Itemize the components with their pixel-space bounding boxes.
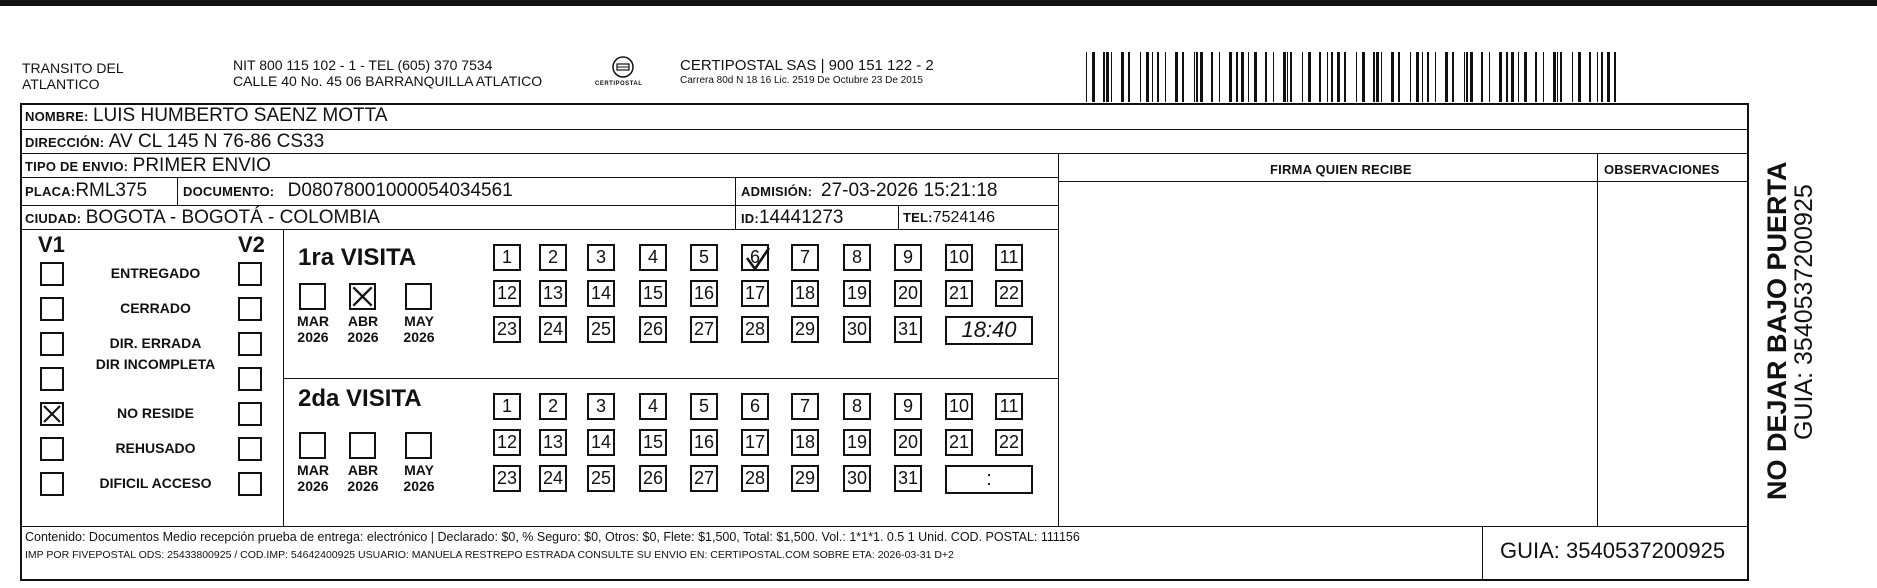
month-label: MAR 2026 [297,462,329,494]
day-box-10[interactable]: 10 [945,393,973,420]
v2-checkbox-1[interactable] [238,297,262,321]
entity-contact: NIT 800 115 102 - 1 - TEL (605) 370 7534 CALLE 40 No. 45 06 BARRANQUILLA ATLATICO [233,57,543,89]
v2-checkbox-2[interactable] [238,332,262,356]
month-checkbox-mar[interactable] [299,432,326,459]
ciudad-value: BOGOTA - BOGOTÁ - COLOMBIA [85,207,380,228]
placa-value: RML375 [75,180,148,201]
rule [1058,181,1749,182]
reason-label: DIR. ERRADA [109,335,202,351]
day-box-10[interactable]: 10 [945,244,973,271]
admision-value: 27-03-2026 15:21:18 [821,180,998,201]
day-box-25[interactable]: 25 [587,465,615,492]
x-mark-icon [42,404,62,424]
day-box-29[interactable]: 29 [791,316,819,343]
direccion-row: DIRECCIÓN: AV CL 145 N 76-86 CS33 [25,131,325,152]
day-box-6[interactable]: 6 [741,244,769,271]
day-box-17[interactable]: 17 [741,429,769,456]
day-box-3[interactable]: 3 [587,244,615,271]
day-box-12[interactable]: 12 [493,280,521,307]
day-box-30[interactable]: 30 [843,316,871,343]
rule [20,526,1749,527]
firma-label: FIRMA QUIEN RECIBE [1270,162,1412,177]
day-box-19[interactable]: 19 [843,429,871,456]
v1-checkbox-5[interactable] [40,437,64,461]
day-box-2[interactable]: 2 [539,393,567,420]
certipostal-logo: CERTIPOSTAL [593,55,653,95]
day-box-4[interactable]: 4 [639,244,667,271]
month-label: MAY 2026 [403,462,435,494]
day-box-3[interactable]: 3 [587,393,615,420]
rule [898,205,899,229]
day-box-31[interactable]: 31 [894,316,922,343]
day-box-18[interactable]: 18 [791,280,819,307]
v1-checkbox-2[interactable] [40,332,64,356]
day-box-16[interactable]: 16 [690,429,718,456]
documento-field: DOCUMENTO: D08078001000054034561 [183,180,513,201]
month-checkbox-abr[interactable] [349,432,376,459]
month-checkbox-abr[interactable] [349,283,376,310]
nombre-value: LUIS HUMBERTO SAENZ MOTTA [92,105,388,126]
day-box-8[interactable]: 8 [843,244,871,271]
day-box-21[interactable]: 21 [945,280,973,307]
tel-field: TEL:7524146 [903,209,995,226]
day-box-13[interactable]: 13 [539,429,567,456]
day-box-11[interactable]: 11 [995,244,1023,271]
side-warning: NO DEJAR BAJO PUERTA [1762,161,1792,500]
rule [283,229,284,526]
month-label: MAY 2026 [403,313,435,345]
rule [20,229,1058,230]
day-box-1[interactable]: 1 [493,393,521,420]
side-guia: GUIA: 3540537200925 [1790,184,1818,440]
v1-checkbox-4[interactable] [40,402,64,426]
id-field: ID:14441273 [741,207,844,228]
documento-value: D08078001000054034561 [287,180,513,201]
day-box-6[interactable]: 6 [741,393,769,420]
entity-name: TRANSITO DEL ATLANTICO [22,60,124,92]
check-mark-icon [743,246,771,273]
id-value: 14441273 [758,207,844,228]
rule [20,177,1058,178]
rule [1597,153,1598,526]
day-box-1[interactable]: 1 [493,244,521,271]
day-box-8[interactable]: 8 [843,393,871,420]
nombre-row: NOMBRE: LUIS HUMBERTO SAENZ MOTTA [25,105,388,126]
x-mark-icon [351,285,374,308]
v1-checkbox-0[interactable] [40,262,64,286]
day-box-22[interactable]: 22 [995,280,1023,307]
month-checkbox-may[interactable] [405,432,432,459]
barcode [1086,52,1618,102]
tipo-envio-row: TIPO DE ENVIO: PRIMER ENVIO [25,155,271,176]
rule [20,205,1058,206]
footer-guia: GUIA: 3540537200925 [1500,538,1726,563]
day-box-30[interactable]: 30 [843,465,871,492]
day-box-15[interactable]: 15 [639,280,667,307]
rule [283,378,1058,379]
month-label: MAR 2026 [297,313,329,345]
day-box-24[interactable]: 24 [539,316,567,343]
rule [20,153,1749,154]
day-box-20[interactable]: 20 [894,280,922,307]
rule [177,177,178,205]
day-box-9[interactable]: 9 [894,244,922,271]
day-box-2[interactable]: 2 [539,244,567,271]
rule [1058,153,1059,526]
day-box-5[interactable]: 5 [690,244,718,271]
reason-label: REHUSADO [115,440,196,456]
day-box-28[interactable]: 28 [741,316,769,343]
v2-checkbox-5[interactable] [238,437,262,461]
day-box-28[interactable]: 28 [741,465,769,492]
time-box[interactable]: 18:40 [945,316,1033,345]
v1-checkbox-1[interactable] [40,297,64,321]
v2-checkbox-3[interactable] [238,367,262,391]
delivery-form [20,103,1749,581]
month-checkbox-mar[interactable] [299,283,326,310]
day-box-18[interactable]: 18 [791,429,819,456]
footer-print-info: IMP POR FIVEPOSTAL ODS: 25433800925 / COD.IMP: 54642400925 USUARIO: MANUELA RESTREPO ESTRADA CONSULTE SU ENVIO EN: CERTIPOSTAL.COM SOBRE ETA: 2026-03-31 D+2 [25,549,954,561]
day-box-11[interactable]: 11 [995,393,1023,420]
day-box-26[interactable]: 26 [639,316,667,343]
rule [20,129,1749,130]
rule [1482,526,1483,581]
rule [735,177,736,229]
day-box-14[interactable]: 14 [587,280,615,307]
day-box-17[interactable]: 17 [741,280,769,307]
reason-label: CERRADO [120,300,191,316]
tipo-envio-value: PRIMER ENVIO [132,155,271,176]
day-box-26[interactable]: 26 [639,465,667,492]
visit2-title: 2da VISITA [298,385,422,412]
v2-checkbox-4[interactable] [238,402,262,426]
month-checkbox-may[interactable] [405,283,432,310]
reason-label: DIFICIL ACCESO [99,475,212,491]
v1-heading: V1 [38,232,65,257]
day-box-23[interactable]: 23 [493,465,521,492]
day-box-7[interactable]: 7 [791,244,819,271]
day-box-4[interactable]: 4 [639,393,667,420]
tel-value: 7524146 [932,209,995,226]
day-box-20[interactable]: 20 [894,429,922,456]
day-box-7[interactable]: 7 [791,393,819,420]
placa-field: PLACA:RML375 [25,180,148,201]
v2-checkbox-0[interactable] [238,262,262,286]
day-box-24[interactable]: 24 [539,465,567,492]
day-box-27[interactable]: 27 [690,465,718,492]
day-box-25[interactable]: 25 [587,316,615,343]
ciudad-field: CIUDAD: BOGOTA - BOGOTÁ - COLOMBIA [25,207,380,228]
day-box-29[interactable]: 29 [791,465,819,492]
day-box-5[interactable]: 5 [690,393,718,420]
day-box-13[interactable]: 13 [539,280,567,307]
day-box-14[interactable]: 14 [587,429,615,456]
reason-label: NO RESIDE [116,405,194,421]
day-box-23[interactable]: 23 [493,316,521,343]
day-box-22[interactable]: 22 [995,429,1023,456]
admision-field: ADMISIÓN: 27-03-2026 15:21:18 [741,180,998,201]
v2-checkbox-6[interactable] [238,472,262,496]
v2-heading: V2 [238,232,265,257]
day-box-31[interactable]: 31 [894,465,922,492]
observaciones-label: OBSERVACIONES [1604,162,1720,177]
reason-label: DIR INCOMPLETA [95,356,216,372]
direccion-value: AV CL 145 N 76-86 CS33 [108,131,325,152]
top-border [0,0,1877,6]
day-box-16[interactable]: 16 [690,280,718,307]
day-box-15[interactable]: 15 [639,429,667,456]
day-box-27[interactable]: 27 [690,316,718,343]
visit1-title: 1ra VISITA [298,244,417,271]
month-label: ABR 2026 [347,313,379,345]
v1-checkbox-3[interactable] [40,367,64,391]
v1-checkbox-6[interactable] [40,472,64,496]
reason-label: ENTREGADO [110,265,201,281]
day-box-21[interactable]: 21 [945,429,973,456]
month-label: ABR 2026 [347,462,379,494]
day-box-12[interactable]: 12 [493,429,521,456]
footer-content: Contenido: Documentos Medio recepción prueba de entrega: electrónico | Declarado: $0, % Seguro: $0, Otros: $0, Flete: $1,500, Total: $1,500. Vol.: 1*1*1. 0.5 1 Unid. COD. POSTAL: 111156 [25,530,1080,544]
day-box-9[interactable]: 9 [894,393,922,420]
company-info: CERTIPOSTAL SAS | 900 151 122 - 2 Carrera 80d N 18 16 Lic. 2519 De Octubre 23 De 2015 [680,57,934,86]
time-box[interactable]: : [945,465,1033,494]
day-box-19[interactable]: 19 [843,280,871,307]
